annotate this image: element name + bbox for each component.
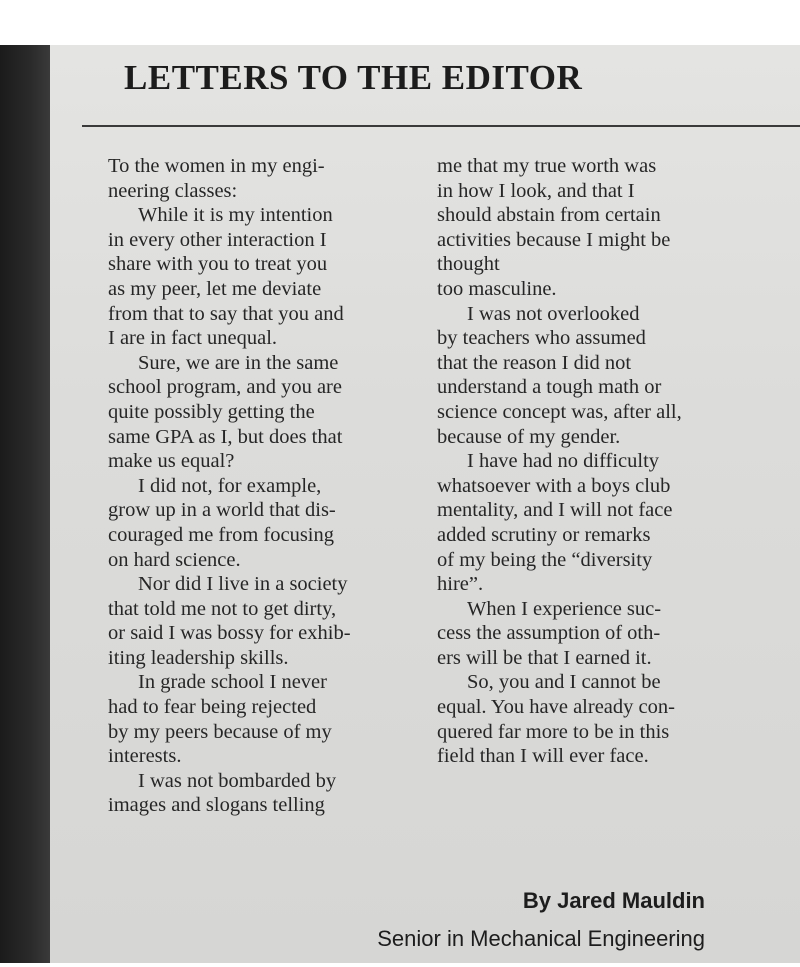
letter-line: So, you and I cannot be xyxy=(467,671,661,694)
letter-line: equal. You have already con- xyxy=(437,696,675,719)
letter-line: neering classes: xyxy=(108,179,238,202)
letter-column-right xyxy=(437,154,757,769)
headline-rule xyxy=(82,125,800,127)
letter-line: I did not, for example, xyxy=(138,474,322,497)
letter-line: understand a tough math or xyxy=(437,376,662,399)
letter-line: I are in fact unequal. xyxy=(108,327,278,350)
letter-line: science concept was, after all, xyxy=(437,400,682,423)
letter-line: Sure, we are in the same xyxy=(138,351,339,374)
letter-line: I was not bombarded by xyxy=(138,769,337,792)
letter-line: whatsoever with a boys club xyxy=(437,474,671,497)
letter-line: had to fear being rejected xyxy=(108,696,317,719)
letter-line: images and slogans telling xyxy=(108,794,325,817)
letter-line: same GPA as I, but does that xyxy=(108,425,343,448)
letter-line: In grade school I never xyxy=(138,671,327,694)
letter-line: or said I was bossy for exhib- xyxy=(108,622,351,645)
dark-background-strip xyxy=(0,45,50,963)
letter-line: of my being the “diversity xyxy=(437,548,653,571)
letter-line: should abstain from certain xyxy=(437,204,661,227)
letter-line: too masculine. xyxy=(437,277,557,300)
letter-line: thought xyxy=(437,253,500,276)
letter-line: in how I look, and that I xyxy=(437,179,635,202)
letter-line: I have had no difficulty xyxy=(467,450,660,473)
signature-name: By Jared Mauldin xyxy=(522,888,705,913)
letter-line: When I experience suc- xyxy=(467,597,662,620)
headline: LETTERS TO THE EDITOR xyxy=(124,58,583,97)
letter-line: that the reason I did not xyxy=(437,351,632,374)
letter-line: that told me not to get dirty, xyxy=(108,597,337,620)
letter-line: by teachers who assumed xyxy=(437,327,646,350)
letter-line: hire”. xyxy=(437,573,484,596)
letter-column-left xyxy=(108,154,414,818)
letter-line: cess the assumption of oth- xyxy=(437,622,661,645)
letter-line: make us equal? xyxy=(108,450,235,473)
letter-line: mentality, and I will not face xyxy=(437,499,673,522)
letter-line: because of my gender. xyxy=(437,425,621,448)
letter-line: To the women in my engi- xyxy=(108,155,325,177)
letter-line: school program, and you are xyxy=(108,376,342,399)
letter-line: as my peer, let me deviate xyxy=(108,277,322,300)
letter-line: activities because I might be xyxy=(437,228,671,251)
letter-line: added scrutiny or remarks xyxy=(437,523,651,546)
letter-line: by my peers because of my xyxy=(108,720,332,743)
letter-line: iting leadership skills. xyxy=(108,646,289,669)
letter-line: in every other interaction I xyxy=(108,228,327,251)
letter-line: interests. xyxy=(108,745,182,768)
letter-line: me that my true worth was xyxy=(437,155,657,177)
letter-line: grow up in a world that dis- xyxy=(108,499,336,522)
letter-line: ers will be that I earned it. xyxy=(437,646,652,669)
letter-line: Nor did I live in a society xyxy=(138,573,348,596)
letter-line: I was not overlooked xyxy=(467,302,640,325)
letter-line: on hard science. xyxy=(108,548,241,571)
letter-line: field than I will ever face. xyxy=(437,745,649,768)
letter-line: While it is my intention xyxy=(138,204,333,227)
letter-line: share with you to treat you xyxy=(108,253,328,276)
letter-line: quered far more to be in this xyxy=(437,720,670,743)
letter-line: from that to say that you and xyxy=(108,302,344,325)
letter-line: couraged me from focusing xyxy=(108,523,334,546)
signature-title: Senior in Mechanical Engineering xyxy=(377,926,705,951)
letter-line: quite possibly getting the xyxy=(108,400,315,423)
